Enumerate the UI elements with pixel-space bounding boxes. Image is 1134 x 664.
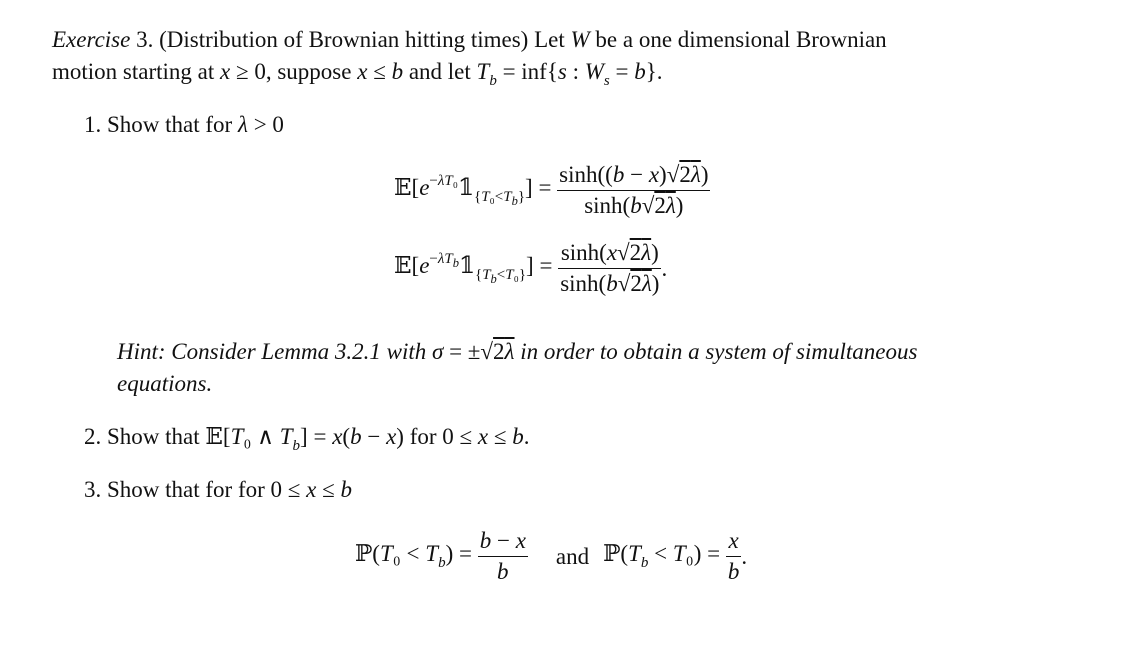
item-2: 2. Show that 𝔼[T₀ ∧ $T_b] = x(b - x)$ for 0 ≤ x ≤ b. — [84, 424, 530, 454]
equation-2-numerator: sinh(x√2λ) — [558, 240, 661, 269]
exercise-title-line-1 — [52, 28, 887, 51]
equation-1-lhs: $𝔼[e^{-\lambda T_0}𝟙_{\{T_0<T_b\}}]$ = — [394, 172, 558, 208]
equation-1-numerator: sinh((b − x)√2λ) — [557, 162, 710, 191]
equation-3-fraction-1 — [478, 528, 528, 585]
equation-1-fraction — [557, 162, 710, 219]
item-1: 1. Show that for λ > 0 — [84, 112, 284, 137]
equation-3-numerator-2: x — [726, 528, 742, 557]
equation-2 — [394, 240, 667, 297]
equation-3 — [355, 528, 747, 585]
item-2-number: 2. — [84, 424, 102, 449]
exercise-title-line-2: motion starting at x ≥ 0, suppose x ≤ b and let $T_b = inf\{s$ : $W_s = b$}. — [52, 59, 663, 89]
item-3: 3. Show that for for 0 ≤ x ≤ b — [84, 477, 352, 502]
equation-3-denominator-1: b — [497, 559, 509, 584]
hint-line-1: Hint: Consider Lemma 3.2.1 with σ = ±√2λ in order to obtain a system of simultaneous — [117, 339, 918, 364]
item-3-number: 3. — [84, 477, 102, 502]
equation-2-lhs: $𝔼[e^{-\lambda T_b}𝟙_{\{T_b<T_0\}}]$ = — [394, 250, 559, 286]
equation-2-denominator: sinh(b√2λ) — [560, 271, 660, 296]
exercise-number: 3. — [136, 27, 154, 52]
exercise-label: Exercise — [52, 27, 131, 52]
equation-3-numerator-1: b − x — [478, 528, 528, 557]
equation-3-fraction-2 — [726, 528, 742, 585]
equation-3-connector: and — [555, 543, 590, 569]
hint-line-2: equations. — [117, 371, 213, 396]
equation-3-lhs-1: ℙ(T₀ < $T_b$) = — [355, 541, 478, 571]
equation-3-trail: . — [741, 543, 748, 569]
equation-2-trail: . — [661, 255, 668, 281]
equation-2-fraction — [558, 240, 661, 297]
exercise-title-text: (Distribution of Brownian hitting times) Let W be a one dimensional Brownian — [159, 27, 887, 52]
item-1-number: 1. — [84, 112, 102, 137]
equation-1-denominator: sinh(b√2λ) — [584, 193, 684, 218]
equation-1 — [394, 162, 710, 219]
equation-3-lhs-2: $ℙ(T_b < T_0)$ = — [603, 541, 726, 571]
equation-3-denominator-2: b — [727, 559, 740, 584]
